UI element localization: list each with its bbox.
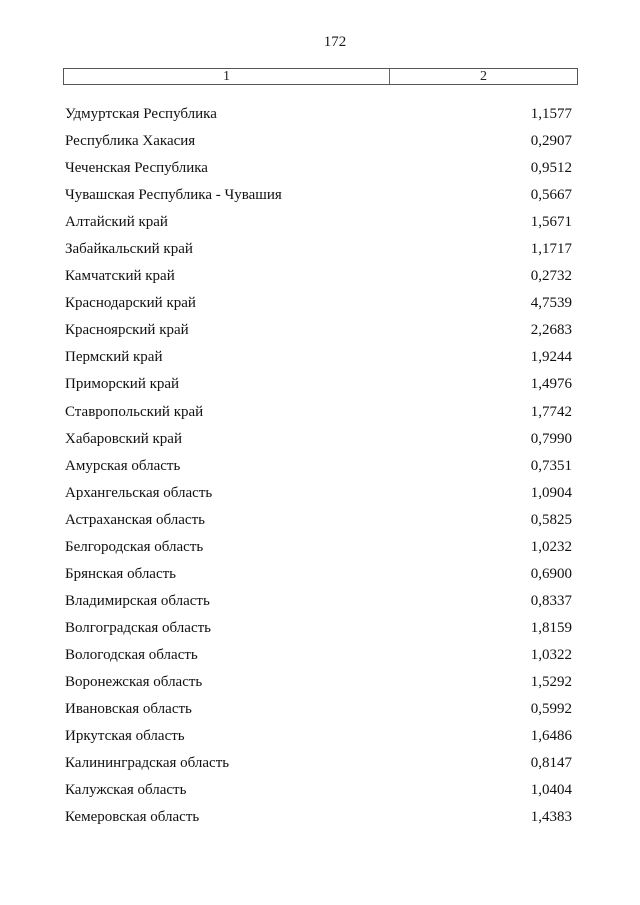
table-row: [65, 619, 572, 646]
table-row: [65, 430, 572, 457]
region-name: Красноярский край: [65, 322, 189, 339]
coefficient-value: 1,1577: [530, 106, 572, 122]
region-name: Алтайский край: [65, 214, 168, 231]
table-row: [65, 240, 572, 267]
region-name: Ставропольский край: [65, 403, 204, 420]
table-row: [65, 267, 572, 294]
coefficient-value: 1,0904: [530, 484, 572, 501]
region-name: Волгоградская область: [65, 619, 211, 636]
coefficient-value: 0,9512: [530, 160, 572, 177]
table-row: [65, 105, 572, 132]
region-name: Воронежская область: [65, 673, 203, 690]
table-row: [65, 646, 572, 673]
coefficient-value: 1,4976: [530, 376, 572, 393]
coefficient-value: 0,8147: [530, 755, 572, 772]
coefficient-value: 4,7539: [530, 295, 572, 312]
coefficient-value: 1,1717: [530, 241, 572, 258]
coefficient-value: 0,8337: [530, 592, 572, 609]
coefficient-value: 1,0232: [530, 538, 572, 555]
table-row: [65, 213, 572, 240]
coefficient-value: 1,9244: [530, 349, 572, 366]
table-row: [65, 565, 572, 592]
region-name: Иркутская область: [65, 728, 185, 745]
table-row: [65, 375, 572, 402]
region-name: Белгородская область: [65, 538, 204, 555]
table-row: [65, 132, 572, 159]
region-name: Вологодская область: [65, 646, 198, 663]
coefficient-value: 2,2683: [530, 322, 572, 339]
region-name: Забайкальский край: [65, 241, 193, 258]
region-name: Пермский край: [65, 349, 163, 366]
region-name: Кемеровская область: [65, 809, 200, 826]
table-row: [65, 403, 572, 430]
table-row: [65, 727, 572, 754]
region-name: Астраханская область: [65, 511, 205, 528]
table-body: [65, 105, 572, 835]
coefficient-value: 0,6900: [530, 565, 572, 582]
coefficient-value: 1,6486: [530, 728, 572, 745]
region-name: Чувашская Республика - Чувашия: [65, 187, 282, 204]
region-name: Хабаровский край: [65, 430, 182, 447]
table-row: [65, 673, 572, 700]
table-row: [65, 700, 572, 727]
table-row: [65, 511, 572, 538]
coefficient-value: 1,0322: [530, 646, 572, 663]
coefficient-value: 1,8159: [530, 619, 572, 636]
table-row: [65, 159, 572, 186]
coefficient-value: 0,5825: [530, 511, 572, 528]
region-name: Чеченская Республика: [65, 160, 208, 177]
region-name: Краснодарский край: [65, 295, 196, 312]
region-name: Ивановская область: [65, 701, 192, 718]
coefficient-value: 1,7742: [530, 403, 572, 420]
region-name: Калужская область: [65, 782, 187, 799]
region-name: Удмуртская Республика: [65, 106, 217, 122]
coefficient-value: 0,5667: [530, 187, 572, 204]
table-row: [65, 348, 572, 375]
coefficient-value: 0,2907: [530, 133, 572, 150]
region-name: Республика Хакасия: [65, 133, 196, 150]
coefficient-value: 0,5992: [530, 701, 572, 718]
table-row: [65, 321, 572, 348]
table-row: [65, 457, 572, 484]
coefficient-value: 1,5671: [530, 214, 572, 231]
coefficient-value: 1,0404: [530, 782, 572, 799]
table-row: [65, 592, 572, 619]
table-header: [63, 68, 578, 85]
coefficient-value: 0,7990: [530, 430, 572, 447]
coefficient-value: 1,4383: [530, 809, 572, 826]
region-name: Амурская область: [65, 457, 181, 474]
column-header-1: 1: [64, 69, 390, 84]
table-row: [65, 754, 572, 781]
table-row: [65, 538, 572, 565]
coefficient-value: 0,7351: [530, 457, 572, 474]
region-name: Брянская область: [65, 565, 177, 582]
region-name: Приморский край: [65, 376, 180, 393]
page-number: 172: [323, 34, 347, 50]
region-name: Калининградская область: [65, 755, 230, 772]
column-header-2: 2: [480, 69, 487, 84]
table-row: [65, 808, 572, 835]
table-row: [65, 781, 572, 808]
table-row: [65, 294, 572, 321]
coefficient-value: 1,5292: [530, 673, 572, 690]
region-name: Камчатский край: [65, 268, 175, 285]
region-name: Владимирская область: [65, 592, 210, 609]
table-row: [65, 484, 572, 511]
region-name: Архангельская область: [65, 484, 213, 501]
coefficient-value: 0,2732: [530, 268, 572, 285]
table-row: [65, 186, 572, 213]
